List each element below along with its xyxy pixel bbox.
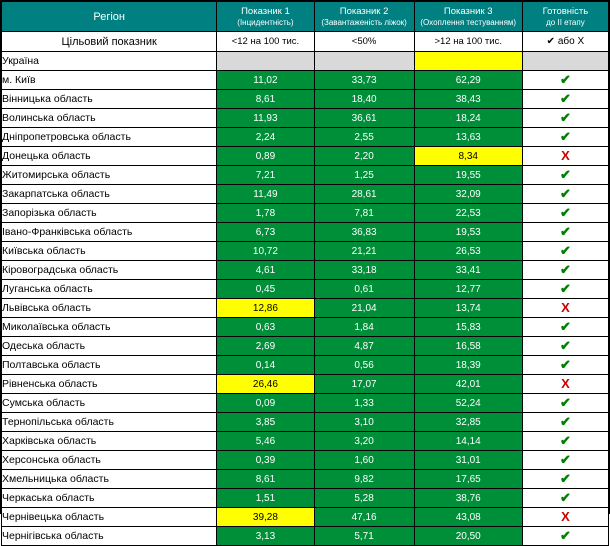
check-icon: ✔ [559, 471, 571, 486]
readiness-cell [522, 166, 608, 185]
indicator-2-cell: 0,61 [314, 280, 414, 299]
readiness-cell [522, 489, 608, 508]
table-row [2, 356, 609, 375]
indicator-3-subtitle: (Охоплення тестуванням) [420, 17, 517, 27]
indicator-2-cell: 5,28 [314, 489, 414, 508]
indicator-1-cell: 6,73 [217, 223, 314, 242]
indicator-2-cell: 1,60 [314, 451, 414, 470]
cross-icon: X [561, 148, 570, 163]
indicator-3-cell: 20,50 [414, 527, 522, 546]
indicator-1-cell: 8,61 [217, 470, 314, 489]
indicator-2-cell: 18,40 [314, 90, 414, 109]
indicator-1-cell: 0,09 [217, 394, 314, 413]
readiness-cell [522, 147, 608, 166]
readiness-cell [522, 71, 608, 90]
indicator-2-cell: 28,61 [314, 185, 414, 204]
readiness-cell [522, 451, 608, 470]
check-icon: ✔ [559, 72, 571, 87]
indicator-3-cell: 18,24 [414, 109, 522, 128]
check-icon: ✔ [559, 167, 571, 182]
target-label: Цільовий показник [2, 32, 217, 52]
indicator-3-cell: 15,83 [414, 318, 522, 337]
ukraine-indicator-3 [414, 52, 522, 71]
readiness-cell [522, 394, 608, 413]
indicator-3-cell: 33,41 [414, 261, 522, 280]
indicator-3-cell: 42,01 [414, 375, 522, 394]
target-row [2, 32, 609, 52]
indicator-2-cell: 33,18 [314, 261, 414, 280]
table-row [2, 185, 609, 204]
table-row [2, 451, 609, 470]
cross-icon: X [561, 300, 570, 315]
cross-icon: X [561, 376, 570, 391]
indicator-1-cell: 39,28 [217, 508, 314, 527]
indicator-3-cell: 31,01 [414, 451, 522, 470]
indicator-3-cell: 19,53 [414, 223, 522, 242]
region-name-cell: Вінницька область [2, 90, 217, 109]
cross-icon: X [561, 509, 570, 524]
readiness-cell [522, 299, 608, 318]
table-body [2, 52, 609, 546]
region-name-cell: Волинська область [2, 109, 217, 128]
ukraine-indicator-1 [217, 52, 314, 71]
indicator-2-cell: 36,83 [314, 223, 414, 242]
table-row [2, 394, 609, 413]
region-name-cell: Закарпатська область [2, 185, 217, 204]
ukraine-readiness [522, 52, 608, 71]
indicator-1-cell: 11,02 [217, 71, 314, 90]
readiness-cell [522, 280, 608, 299]
table-row [2, 223, 609, 242]
indicator-2-cell: 2,55 [314, 128, 414, 147]
region-name-cell: Одеська область [2, 337, 217, 356]
indicator-1-cell: 2,24 [217, 128, 314, 147]
table-row [2, 109, 609, 128]
target-indicator-3: >12 на 100 тис. [414, 32, 522, 52]
indicator-1-cell: 2,69 [217, 337, 314, 356]
table-row [2, 375, 609, 394]
check-icon: ✔ [559, 319, 571, 334]
readiness-cell [522, 432, 608, 451]
region-name-cell: Івано-Франківська область [2, 223, 217, 242]
region-name-cell: Львівська область [2, 299, 217, 318]
check-icon: ✔ [559, 205, 571, 220]
region-name-cell: Донецька область [2, 147, 217, 166]
indicator-1-cell: 7,21 [217, 166, 314, 185]
indicator-2-cell: 5,71 [314, 527, 414, 546]
indicator-3-cell: 13,74 [414, 299, 522, 318]
indicator-3-cell: 16,58 [414, 337, 522, 356]
indicator-2-cell: 21,21 [314, 242, 414, 261]
indicator-1-cell: 0,39 [217, 451, 314, 470]
check-icon: ✔ [559, 357, 571, 372]
indicator-1-subtitle: (Інцидентність) [237, 17, 294, 27]
column-header-indicator-3 [414, 2, 522, 32]
column-header-indicator-1 [217, 2, 314, 32]
indicator-1-cell: 3,13 [217, 527, 314, 546]
indicator-2-cell: 21,04 [314, 299, 414, 318]
readiness-cell [522, 109, 608, 128]
indicator-2-cell: 3,20 [314, 432, 414, 451]
indicator-3-cell: 52,24 [414, 394, 522, 413]
readiness-cell [522, 128, 608, 147]
readiness-cell [522, 508, 608, 527]
check-icon: ✔ [559, 262, 571, 277]
indicator-2-cell: 33,73 [314, 71, 414, 90]
readiness-cell [522, 242, 608, 261]
check-icon: ✔ [559, 528, 571, 543]
indicator-3-cell: 38,76 [414, 489, 522, 508]
indicator-2-cell: 9,82 [314, 470, 414, 489]
indicator-1-cell: 26,46 [217, 375, 314, 394]
indicator-1-cell: 4,61 [217, 261, 314, 280]
indicator-3-cell: 62,29 [414, 71, 522, 90]
table-header [2, 2, 609, 52]
indicator-2-cell: 4,87 [314, 337, 414, 356]
indicator-1-cell: 0,63 [217, 318, 314, 337]
readiness-title: Готовність [542, 5, 589, 17]
region-name-cell: Рівненська область [2, 375, 217, 394]
check-icon: ✔ [559, 224, 571, 239]
check-icon: ✔ [559, 91, 571, 106]
table-row [2, 432, 609, 451]
ukraine-indicator-2 [314, 52, 414, 71]
indicator-2-cell: 3,10 [314, 413, 414, 432]
target-indicator-1: <12 на 100 тис. [217, 32, 314, 52]
readiness-cell [522, 223, 608, 242]
region-name-cell: Миколаївська область [2, 318, 217, 337]
region-name-cell: Луганська область [2, 280, 217, 299]
readiness-cell [522, 337, 608, 356]
region-name-cell: Полтавська область [2, 356, 217, 375]
check-icon: ✔ [559, 490, 571, 505]
indicator-1-cell: 12,86 [217, 299, 314, 318]
table-row [2, 90, 609, 109]
indicator-1-cell: 3,85 [217, 413, 314, 432]
indicator-3-cell: 18,39 [414, 356, 522, 375]
column-header-region: Регіон [2, 2, 217, 32]
table-row [2, 299, 609, 318]
indicator-1-title: Показник 1 [241, 5, 290, 17]
region-name-cell: Харківська область [2, 432, 217, 451]
indicator-3-cell: 43,08 [414, 508, 522, 527]
indicator-2-cell: 2,20 [314, 147, 414, 166]
indicator-3-cell: 8,34 [414, 147, 522, 166]
indicator-2-cell: 7,81 [314, 204, 414, 223]
table-row [2, 71, 609, 90]
check-icon: ✔ [559, 281, 571, 296]
indicator-2-title: Показник 2 [339, 5, 389, 17]
region-name-cell: Сумська область [2, 394, 217, 413]
check-icon: ✔ [559, 395, 571, 410]
indicator-1-cell: 1,51 [217, 489, 314, 508]
region-name-cell: Дніпропетровська область [2, 128, 217, 147]
indicator-3-cell: 14,14 [414, 432, 522, 451]
region-name-cell: Запорізька область [2, 204, 217, 223]
target-indicator-2: <50% [314, 32, 414, 52]
readiness-subtitle: до ІІ етапу [546, 17, 585, 27]
check-icon: ✔ [559, 129, 571, 144]
readiness-cell [522, 470, 608, 489]
indicator-3-cell: 26,53 [414, 242, 522, 261]
indicator-2-cell: 47,16 [314, 508, 414, 527]
indicator-3-cell: 12,77 [414, 280, 522, 299]
region-name-cell: Кіровоградська область [2, 261, 217, 280]
readiness-cell [522, 90, 608, 109]
column-header-indicator-2 [314, 2, 414, 32]
indicator-1-cell: 8,61 [217, 90, 314, 109]
ukraine-row [2, 52, 609, 71]
indicator-1-cell: 0,89 [217, 147, 314, 166]
region-name-cell: Чернівецька область [2, 508, 217, 527]
column-header-readiness [522, 2, 608, 32]
indicator-2-cell: 1,84 [314, 318, 414, 337]
table-row [2, 470, 609, 489]
region-name-cell: Житомирська область [2, 166, 217, 185]
region-name-cell: Чернігівська область [2, 527, 217, 546]
readiness-cell [522, 261, 608, 280]
indicator-3-cell: 13,63 [414, 128, 522, 147]
indicator-1-cell: 10,72 [217, 242, 314, 261]
indicator-3-cell: 17,65 [414, 470, 522, 489]
indicator-1-cell: 5,46 [217, 432, 314, 451]
indicator-1-cell: 0,14 [217, 356, 314, 375]
indicator-2-cell: 0,56 [314, 356, 414, 375]
indicator-2-cell: 1,33 [314, 394, 414, 413]
table-row [2, 337, 609, 356]
indicator-2-cell: 1,25 [314, 166, 414, 185]
indicator-3-cell: 38,43 [414, 90, 522, 109]
header-row [2, 2, 609, 32]
region-name-cell: Тернопільська область [2, 413, 217, 432]
table-row [2, 318, 609, 337]
readiness-cell [522, 185, 608, 204]
readiness-cell [522, 318, 608, 337]
table-row [2, 489, 609, 508]
ukraine-label: Україна [2, 52, 217, 71]
table-row [2, 508, 609, 527]
target-readiness: ✔ або X [522, 32, 608, 52]
indicator-1-cell: 0,45 [217, 280, 314, 299]
check-icon: ✔ [559, 110, 571, 125]
indicator-2-subtitle: (Завантаженість ліжок) [321, 17, 407, 27]
table-row [2, 280, 609, 299]
table-row [2, 261, 609, 280]
indicator-2-cell: 36,61 [314, 109, 414, 128]
check-icon: ✔ [559, 414, 571, 429]
table-row [2, 128, 609, 147]
check-icon: ✔ [559, 243, 571, 258]
readiness-cell [522, 527, 608, 546]
check-icon: ✔ [559, 338, 571, 353]
table-row [2, 242, 609, 261]
indicator-3-cell: 32,85 [414, 413, 522, 432]
indicator-1-cell: 11,49 [217, 185, 314, 204]
table-row [2, 204, 609, 223]
readiness-cell [522, 413, 608, 432]
indicator-3-title: Показник 3 [443, 5, 493, 17]
table-row [2, 527, 609, 546]
indicator-1-cell: 11,93 [217, 109, 314, 128]
table-row [2, 147, 609, 166]
region-name-cell: Хмельницька область [2, 470, 217, 489]
indicator-3-cell: 32,09 [414, 185, 522, 204]
readiness-cell [522, 356, 608, 375]
readiness-cell [522, 375, 608, 394]
table-row [2, 166, 609, 185]
check-icon: ✔ [559, 186, 571, 201]
region-name-cell: Черкаська область [2, 489, 217, 508]
check-icon: ✔ [559, 452, 571, 467]
table-row [2, 413, 609, 432]
regions-readiness-table [1, 1, 609, 546]
indicator-3-cell: 22,53 [414, 204, 522, 223]
readiness-cell [522, 204, 608, 223]
indicator-1-cell: 1,78 [217, 204, 314, 223]
region-name-cell: м. Київ [2, 71, 217, 90]
indicator-3-cell: 19,55 [414, 166, 522, 185]
region-name-cell: Київська область [2, 242, 217, 261]
indicator-2-cell: 17,07 [314, 375, 414, 394]
check-icon: ✔ [559, 433, 571, 448]
region-name-cell: Херсонська область [2, 451, 217, 470]
